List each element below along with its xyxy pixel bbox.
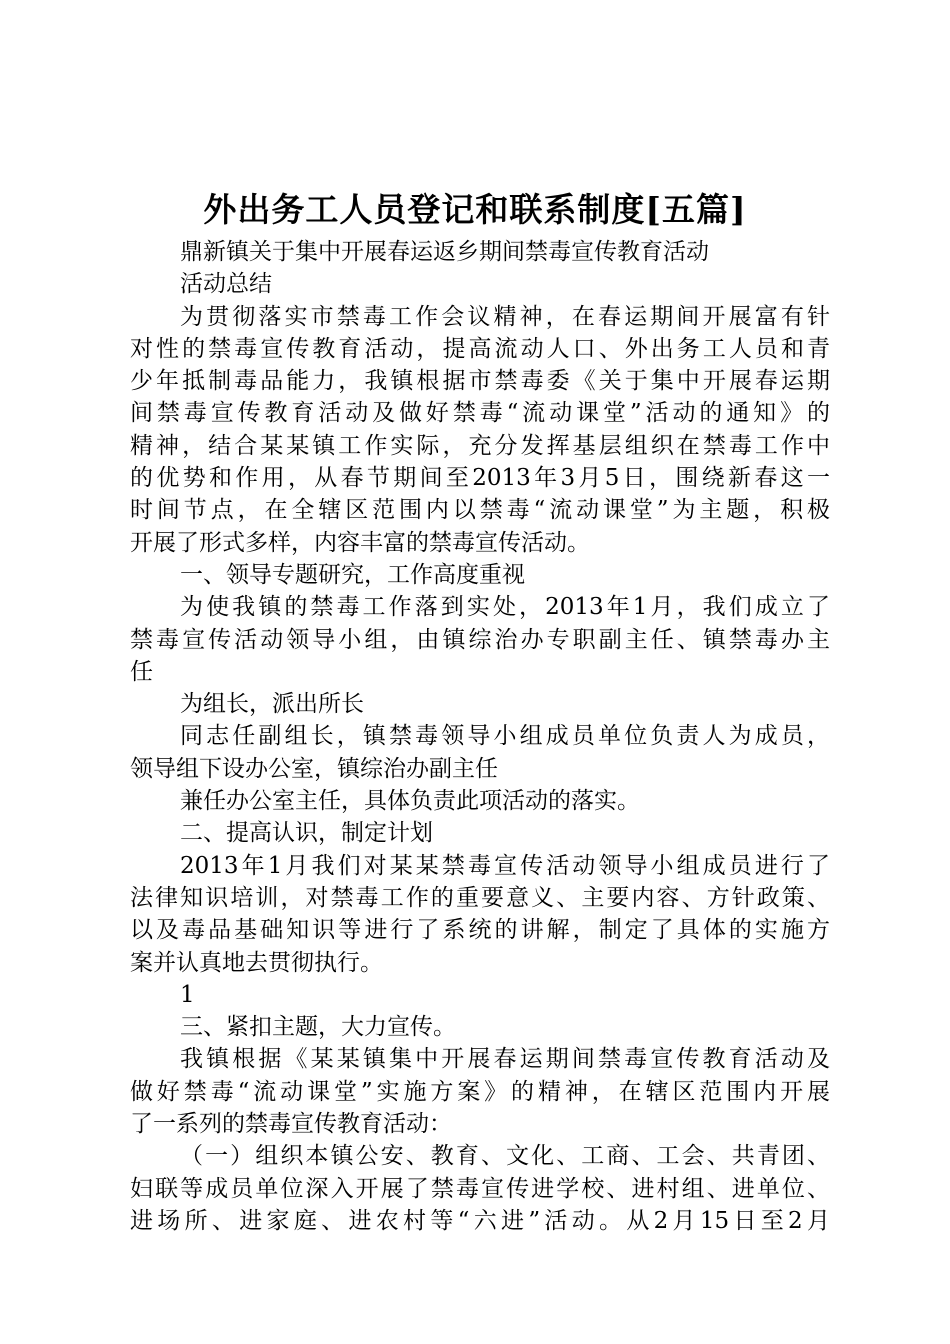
text-line: 妇联等成员单位深入开展了禁毒宣传进学校、进村组、进单位、 [130, 1175, 830, 1202]
text-line: 禁毒宣传活动领导小组，由镇综治办专职副主任、镇禁毒办主 [130, 626, 830, 653]
text-line: 法律知识培训，对禁毒工作的重要意义、主要内容、方针政策、 [130, 884, 830, 911]
text-line: 三、紧扣主题，大力宣传。 [180, 1014, 456, 1041]
text-line: 进场所、进家庭、进农村等“六进”活动。从2月15日至2月 [130, 1207, 830, 1234]
document-body [130, 236, 830, 1237]
text-line: 为组长，派出所长 [180, 691, 364, 718]
text-line: 做好禁毒“流动课堂”实施方案》的精神，在辖区范围内开展 [130, 1078, 830, 1105]
text-line: 间禁毒宣传教育活动及做好禁毒“流动课堂”活动的通知》的 [130, 400, 830, 427]
text-line: 同志任副组长，镇禁毒领导小组成员单位负责人为成员， [180, 723, 830, 750]
text-line: 开展了形式多样，内容丰富的禁毒宣传活动。 [130, 529, 590, 556]
text-line: 2013年1月我们对某某禁毒宣传活动领导小组成员进行了 [180, 852, 830, 879]
text-line: 活动总结 [180, 271, 272, 298]
text-line: 鼎新镇关于集中开展春运返乡期间禁毒宣传教育活动 [180, 239, 709, 265]
text-line: 为贯彻落实市禁毒工作会议精神，在春运期间开展富有针 [180, 303, 830, 330]
text-line: 案并认真地去贯彻执行。 [130, 949, 383, 976]
text-line: 对性的禁毒宣传教育活动，提高流动人口、外出务工人员和青 [130, 335, 830, 362]
text-line: 领导组下设办公室，镇综治办副主任 [130, 755, 498, 782]
text-line: 精神，结合某某镇工作实际，充分发挥基层组织在禁毒工作中 [130, 432, 830, 459]
document-title: 外出务工人员登记和联系制度[五篇] [203, 190, 747, 229]
text-line: 少年抵制毒品能力，我镇根据市禁毒委《关于集中开展春运期 [130, 368, 830, 395]
text-line: （一）组织本镇公安、教育、文化、工商、工会、共青团、 [180, 1143, 830, 1170]
text-line: 1 [180, 981, 195, 1008]
text-line: 一、领导专题研究，工作高度重视 [180, 561, 525, 588]
text-line: 的优势和作用，从春节期间至2013年3月5日，围绕新春这一 [130, 465, 830, 492]
text-line: 时间节点，在全辖区范围内以禁毒“流动课堂”为主题，积极 [130, 497, 830, 524]
text-line: 我镇根据《某某镇集中开展春运期间禁毒宣传教育活动及 [180, 1046, 830, 1073]
text-line: 兼任办公室主任，具体负责此项活动的落实。 [180, 788, 640, 815]
text-line: 了一系列的禁毒宣传教育活动： [130, 1111, 452, 1138]
text-line: 二、提高认识，制定计划 [180, 820, 433, 847]
text-line: 以及毒品基础知识等进行了系统的讲解，制定了具体的实施方 [130, 917, 830, 944]
text-line: 为使我镇的禁毒工作落到实处，2013年1月，我们成立了 [180, 594, 830, 621]
text-line: 任 [130, 658, 153, 685]
